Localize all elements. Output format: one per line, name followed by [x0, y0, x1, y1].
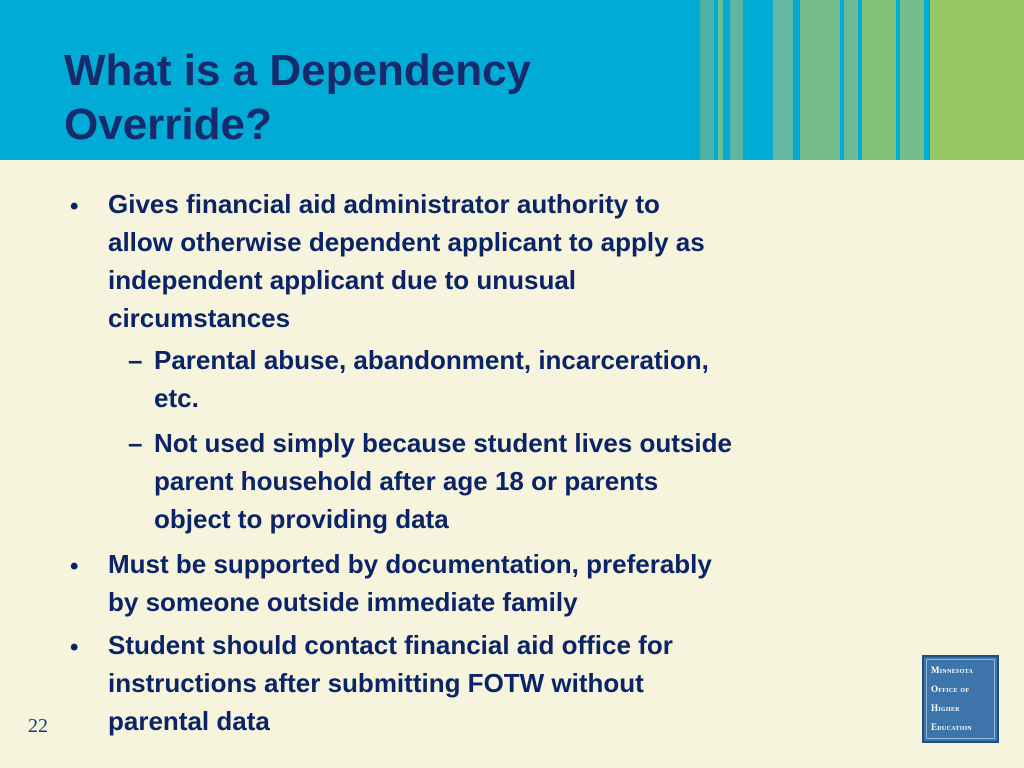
slide-title: What is a Dependency Override?	[64, 46, 532, 149]
bullet-1-line-2: allow otherwise dependent applicant to apply as	[108, 227, 705, 257]
logo-line-3: Higher	[931, 703, 960, 713]
subbullet-1-line-2: etc.	[154, 383, 199, 413]
logo-line-1: Minnesota	[931, 665, 974, 675]
slide-number: 22	[28, 715, 48, 737]
bullet-1-line-1: Gives financial aid administrator authority to	[108, 189, 660, 219]
bullet-marker: •	[70, 193, 79, 220]
bullet-3-line-3: parental data	[108, 706, 270, 736]
subbullet-marker: –	[128, 345, 143, 375]
bullet-3-line-2: instructions after submitting FOTW without	[108, 668, 644, 698]
bullet-2-line-1: Must be supported by documentation, preferably	[108, 549, 712, 579]
bullet-marker: •	[70, 634, 79, 661]
bullet-2-line-2: by someone outside immediate family	[108, 587, 578, 617]
subbullet-2-line-3: object to providing data	[154, 504, 449, 534]
logo-line-2: Office of	[931, 684, 970, 694]
minnesota-office-logo	[922, 655, 999, 743]
subbullet-2-line-2: parent household after age 18 or parents	[154, 466, 659, 496]
subbullet-2-line-1: Not used simply because student lives outside	[154, 428, 732, 458]
bullet-3-line-1: Student should contact financial aid office for	[108, 630, 673, 660]
bullet-marker: •	[70, 553, 79, 580]
bullet-1-line-4: circumstances	[108, 303, 291, 333]
subbullet-marker: –	[128, 428, 143, 458]
bullet-1-line-3: independent applicant due to unusual	[108, 265, 577, 295]
subbullet-1-line-1: Parental abuse, abandonment, incarceration,	[154, 345, 709, 375]
logo-line-4: Education	[931, 722, 972, 732]
